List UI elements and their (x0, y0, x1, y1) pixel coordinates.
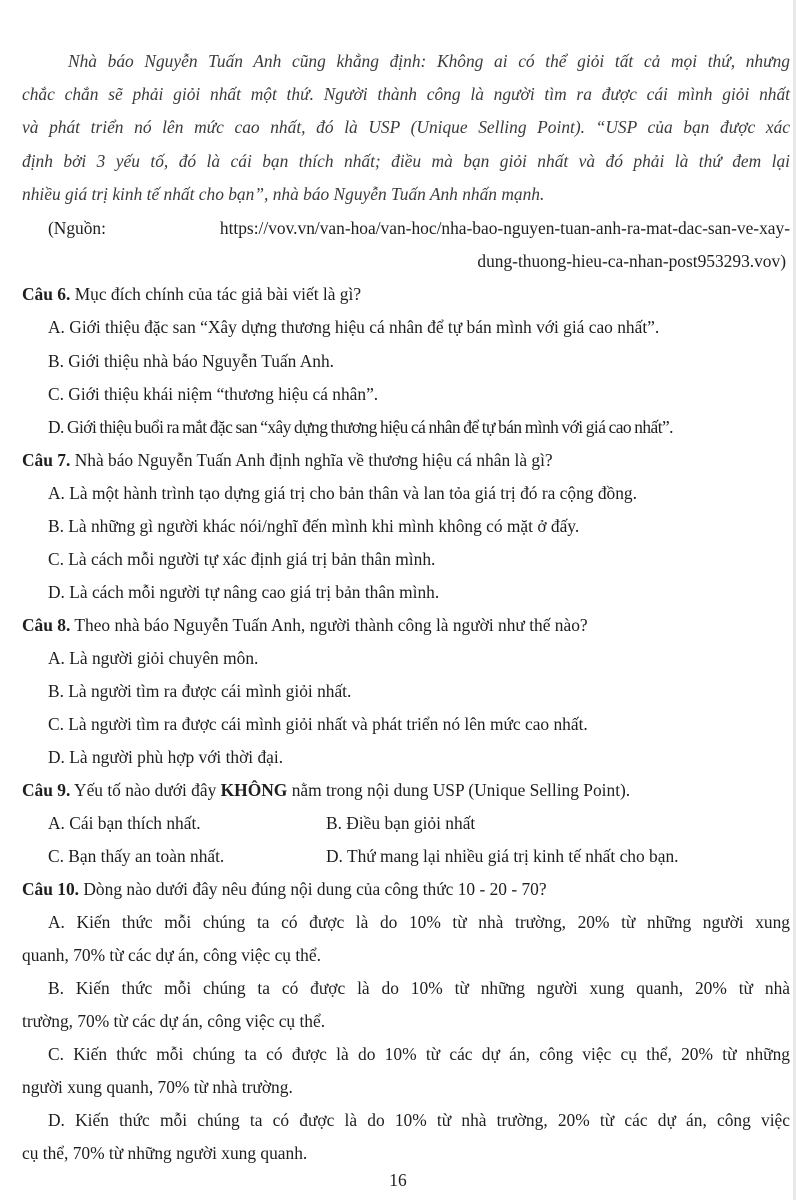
passage-line-3: và phát triển nó lên mức cao nhất, đó là USP (Unique Selling Point). “USP của bạn được xác (22, 117, 790, 137)
q8-option-c: C. Là người tìm ra được cái mình giỏi nhất và phát triển nó lên mức cao nhất. (48, 714, 588, 734)
question-10-number: Câu 10. (22, 879, 80, 899)
q6-option-d: D. Giới thiệu buổi ra mắt đặc san “xây dựng thương hiệu cá nhân để tự bán mình với giá cao nhất”. (48, 417, 673, 437)
question-9-emphasis: KHÔNG (220, 780, 288, 800)
question-7 (22, 449, 553, 471)
question-10 (22, 878, 547, 900)
question-9-text-before: Yếu tố nào dưới đây (74, 780, 217, 800)
source-line-2: dung-thuong-hieu-ca-nhan-post953293.vov) (477, 251, 786, 271)
q8-option-b: B. Là người tìm ra được cái mình giỏi nhất. (48, 681, 352, 701)
q6-option-c: C. Giới thiệu khái niệm “thương hiệu cá nhân”. (48, 384, 379, 404)
question-6-text: Mục đích chính của tác giả bài viết là gì? (74, 284, 362, 304)
q8-option-a: A. Là người giỏi chuyên môn. (48, 648, 259, 668)
q10-option-b-line-2: trường, 70% từ các dự án, công việc cụ thể. (22, 1011, 326, 1031)
question-8-text: Theo nhà báo Nguyễn Tuấn Anh, người thành công là người như thế nào? (74, 615, 588, 635)
q9-option-a: A. Cái bạn thích nhất. (48, 813, 201, 833)
question-9 (22, 779, 630, 801)
question-9-number: Câu 9. (22, 780, 71, 800)
q10-option-a-line-2: quanh, 70% từ các dự án, công việc cụ thể. (22, 945, 321, 965)
q7-option-d: D. Là cách mỗi người tự nâng cao giá trị bản thân mình. (48, 582, 440, 602)
source-line-1: (Nguồn: https://vov.vn/van-hoa/van-hoc/nha-bao-nguyen-tuan-anh-ra-mat-dac-san-ve-xay- (48, 218, 790, 238)
q10-option-c-line-2: người xung quanh, 70% từ nhà trường. (22, 1077, 293, 1097)
passage-line-1: Nhà báo Nguyễn Tuấn Anh cũng khẳng định: Không ai có thể giỏi tất cả mọi thứ, nhưng (68, 51, 790, 71)
q8-option-d: D. Là người phù hợp với thời đại. (48, 747, 284, 767)
question-6 (22, 283, 361, 305)
q10-option-d-line-1: D. Kiến thức mỗi chúng ta có được là do 10% từ nhà trường, 20% từ các dự án, công việc (48, 1110, 790, 1130)
q9-option-b: B. Điều bạn giỏi nhất (326, 813, 476, 833)
q7-option-b: B. Là những gì người khác nói/nghĩ đến mình khi mình không có mặt ở đấy. (48, 516, 580, 536)
question-8-number: Câu 8. (22, 615, 71, 635)
question-7-text: Nhà báo Nguyễn Tuấn Anh định nghĩa về thương hiệu cá nhân là gì? (74, 450, 553, 470)
q9-option-c: C. Bạn thấy an toàn nhất. (48, 846, 225, 866)
q10-option-d-line-2: cụ thể, 70% từ những người xung quanh. (22, 1143, 308, 1163)
passage-line-4: định bởi 3 yếu tố, đó là cái bạn thích nhất; điều mà bạn giỏi nhất và đó phải là thứ đem lại (22, 151, 790, 171)
q10-option-b-line-1: B. Kiến thức mỗi chúng ta có được là do 10% từ những người xung quanh, 20% từ nhà (48, 978, 790, 998)
q7-option-a: A. Là một hành trình tạo dựng giá trị cho bản thân và lan tỏa giá trị đó ra cộng đồng. (48, 483, 637, 503)
q10-option-c-line-1: C. Kiến thức mỗi chúng ta có được là do 10% từ các dự án, công việc cụ thể, 20% từ những (48, 1044, 790, 1064)
question-9-text-after: nằm trong nội dung USP (Unique Selling Point). (291, 780, 631, 800)
q9-option-d: D. Thứ mang lại nhiều giá trị kinh tế nhất cho bạn. (326, 846, 679, 866)
question-6-number: Câu 6. (22, 284, 71, 304)
question-8 (22, 614, 588, 636)
q6-option-b: B. Giới thiệu nhà báo Nguyễn Tuấn Anh. (48, 351, 334, 371)
q6-option-a: A. Giới thiệu đặc san “Xây dựng thương hiệu cá nhân để tự bán mình với giá cao nhất”. (48, 317, 660, 337)
question-10-text: Dòng nào dưới đây nêu đúng nội dung của công thức 10 - 20 - 70? (83, 879, 547, 899)
q7-option-c: C. Là cách mỗi người tự xác định giá trị bản thân mình. (48, 549, 436, 569)
q10-option-a-line-1: A. Kiến thức mỗi chúng ta có được là do 10% từ nhà trường, 20% từ những người xung (48, 912, 790, 932)
passage-line-2: chắc chắn sẽ phải giỏi nhất một thứ. Người thành công là người tìm ra được cái mình giỏi nhất (22, 84, 790, 104)
passage-line-5: nhiều giá trị kinh tế nhất cho bạn”, nhà báo Nguyễn Tuấn Anh nhấn mạnh. (22, 184, 545, 204)
question-7-number: Câu 7. (22, 450, 71, 470)
page-number: 16 (389, 1170, 407, 1190)
